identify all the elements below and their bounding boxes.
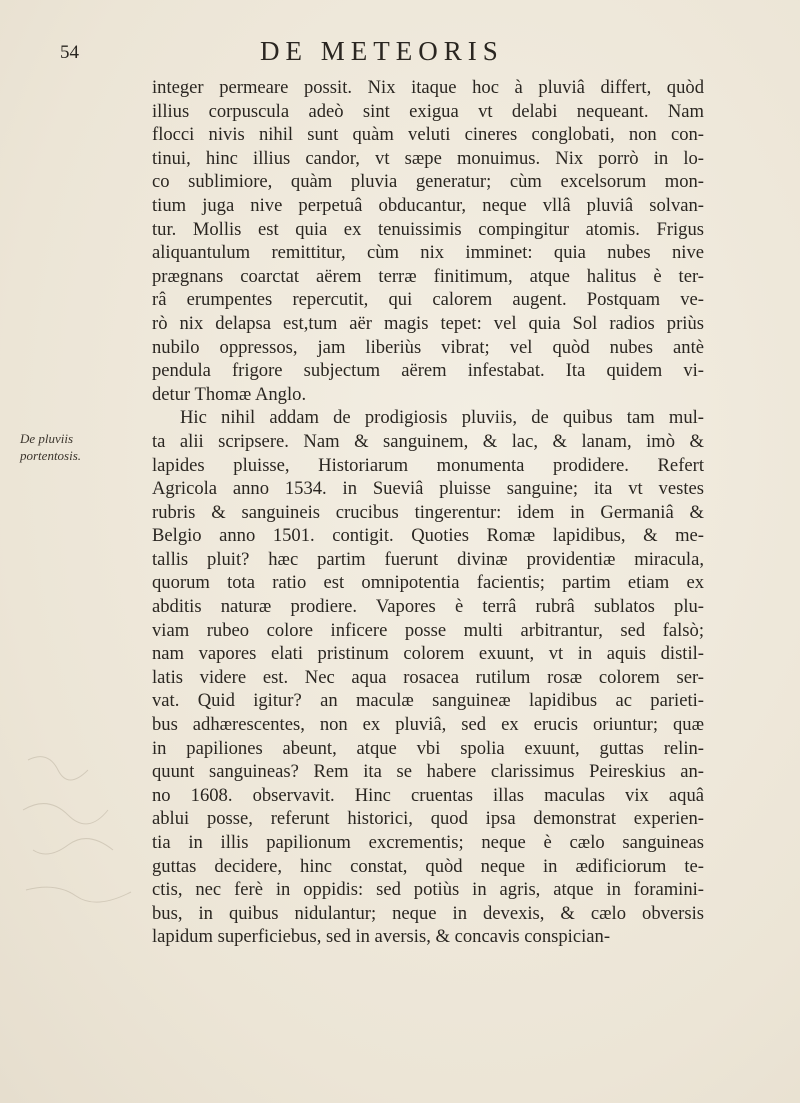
marginal-note-line: portentosis. (20, 448, 82, 463)
header-title: DE METEORIS (260, 36, 504, 66)
text-line: tallis pluit? hæc partim fuerunt divinæ providentiæ miracula, (152, 548, 704, 570)
text-line: tium juga nive perpetuâ obducantur, neque vllâ pluviâ solvan- (152, 194, 704, 216)
text-line: guttas decidere, hinc constat, quòd neque in ædificiorum te- (152, 855, 704, 877)
text-line: detur Thomæ Anglo. (152, 383, 307, 405)
text-line: bus adhærescentes, non ex pluviâ, sed ex erucis oriuntur; quæ (152, 714, 704, 736)
text-line: in papiliones abeunt, atque vbi spolia exuunt, guttas relin- (152, 737, 704, 759)
text-line: nam vapores elati pristinum colorem exuunt, vt in aquis distil- (152, 643, 704, 665)
text-line: Agricola anno 1534. in Sueviâ pluisse sanguine; ita vt vestes (152, 478, 704, 500)
text-line: illius corpuscula adeò sint exigua vt delabi nequeant. Nam (152, 100, 704, 122)
text-line: Hic nihil addam de prodigiosis pluviis, de quibus tam mul- (180, 407, 704, 429)
text-line: rubris & sanguineis crucibus tingerentur: idem in Germaniâ & (152, 501, 704, 523)
text-line: ta alii scripsere. Nam & sanguinem, & lac, & lanam, imò & (152, 430, 704, 452)
text-line: tia in illis papilionum excrementis; neque è cælo sanguineas (152, 832, 704, 853)
faded-marginalia-stain (18, 740, 148, 920)
text-line: latis videre est. Nec aqua rosacea rutilum rosæ colorem ser- (152, 666, 704, 688)
marginal-note-line: De pluviis (20, 431, 74, 446)
text-line: ctis, nec ferè in oppidis: sed potiùs in agris, atque in foramini- (152, 879, 704, 901)
text-line: tinui, hinc illius candor, vt sæpe monuimus. Nix porrò in lo- (152, 147, 704, 169)
text-line: co sublimiore, quàm pluvia generatur; cùm excelsorum mon- (152, 171, 704, 193)
text-line: pendula frigore subjectum aërem infestabat. Ita quidem vi- (152, 360, 704, 382)
marginal-note (20, 430, 140, 464)
text-line: flocci nivis nihil sunt quàm veluti cineres conglobati, non con- (152, 124, 704, 146)
text-line: tur. Mollis est quia ex tenuissimis compingitur atomis. Frigus (152, 218, 704, 240)
page-number: 54 (60, 42, 79, 63)
text-line: lapidum superficiebus, sed in aversis, & concavis conspician- (152, 926, 611, 948)
text-line: bus, in quibus nidulantur; neque in devexis, & cælo obversis (152, 902, 704, 924)
text-line: aliquantulum remittitur, cùm nix imminet: quia nubes nive (152, 242, 704, 264)
text-line: rò nix delapsa est,tum aër magis tepet: vel quia Sol radios priùs (152, 312, 704, 334)
text-line: lapides pluisse, Historiarum monumenta prodidere. Refert (152, 454, 704, 476)
text-line: quorum tota ratio est omnipotentia facientis; partim etiam ex (152, 572, 704, 594)
text-line: Belgio anno 1501. contigit. Quoties Romæ lapidibus, & me- (152, 525, 704, 547)
text-line: quunt sanguineas? Rem ita se habere clarissimus Peireskius an- (152, 761, 704, 783)
running-head (60, 36, 580, 66)
text-line: ablui posse, referunt historici, quod ipsa demonstrat experien- (152, 808, 704, 830)
text-line: prægnans coarctat aërem terræ finitimum, atque halitus è ter- (152, 265, 704, 287)
text-line: abditis naturæ prodiere. Vapores è terrâ rubrâ sublatos plu- (152, 596, 704, 618)
body-text (152, 76, 704, 949)
text-line: râ erumpentes repercutit, qui calorem augent. Postquam ve- (152, 289, 704, 311)
text-line: no 1608. observavit. Hinc cruentas illas maculas vix aquâ (152, 784, 704, 806)
text-line: vat. Quid igitur? an maculæ sanguineæ lapidibus ac parieti- (152, 690, 704, 712)
text-line: integer permeare possit. Nix itaque hoc à pluviâ differt, quòd (152, 77, 704, 98)
text-line: nubilo oppressos, jam liberiùs vibrat; vel quòd nubes antè (152, 336, 704, 358)
text-line: viam rubeo colore inficere posse multi arbitrantur, sed falsò; (152, 619, 704, 641)
